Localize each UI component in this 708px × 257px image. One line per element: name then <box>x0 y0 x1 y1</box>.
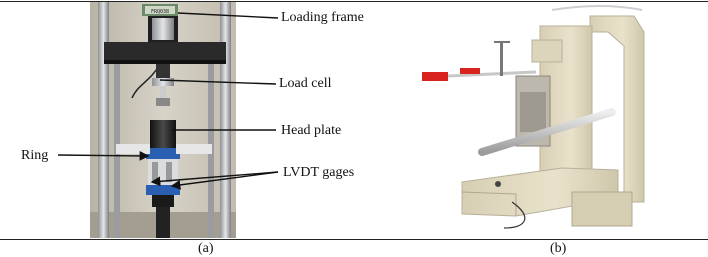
compactor-machine-photo <box>412 2 652 238</box>
loading-frame-illustration <box>90 2 236 238</box>
table-bottom-rule <box>0 239 708 240</box>
caption-panel-b: (b) <box>550 241 567 256</box>
caption-panel-a: (a) <box>198 241 214 256</box>
callout-load-cell: Load cell <box>279 76 332 91</box>
callout-head-plate: Head plate <box>281 123 342 138</box>
callout-loading-frame: Loading frame <box>281 10 364 25</box>
readout-display: FRQ038 <box>150 9 170 15</box>
callout-lvdt-gages: LVDT gages <box>283 165 355 180</box>
callout-ring: Ring <box>21 148 49 163</box>
compactor-machine-illustration <box>412 2 652 238</box>
loading-frame-photo <box>90 2 236 238</box>
